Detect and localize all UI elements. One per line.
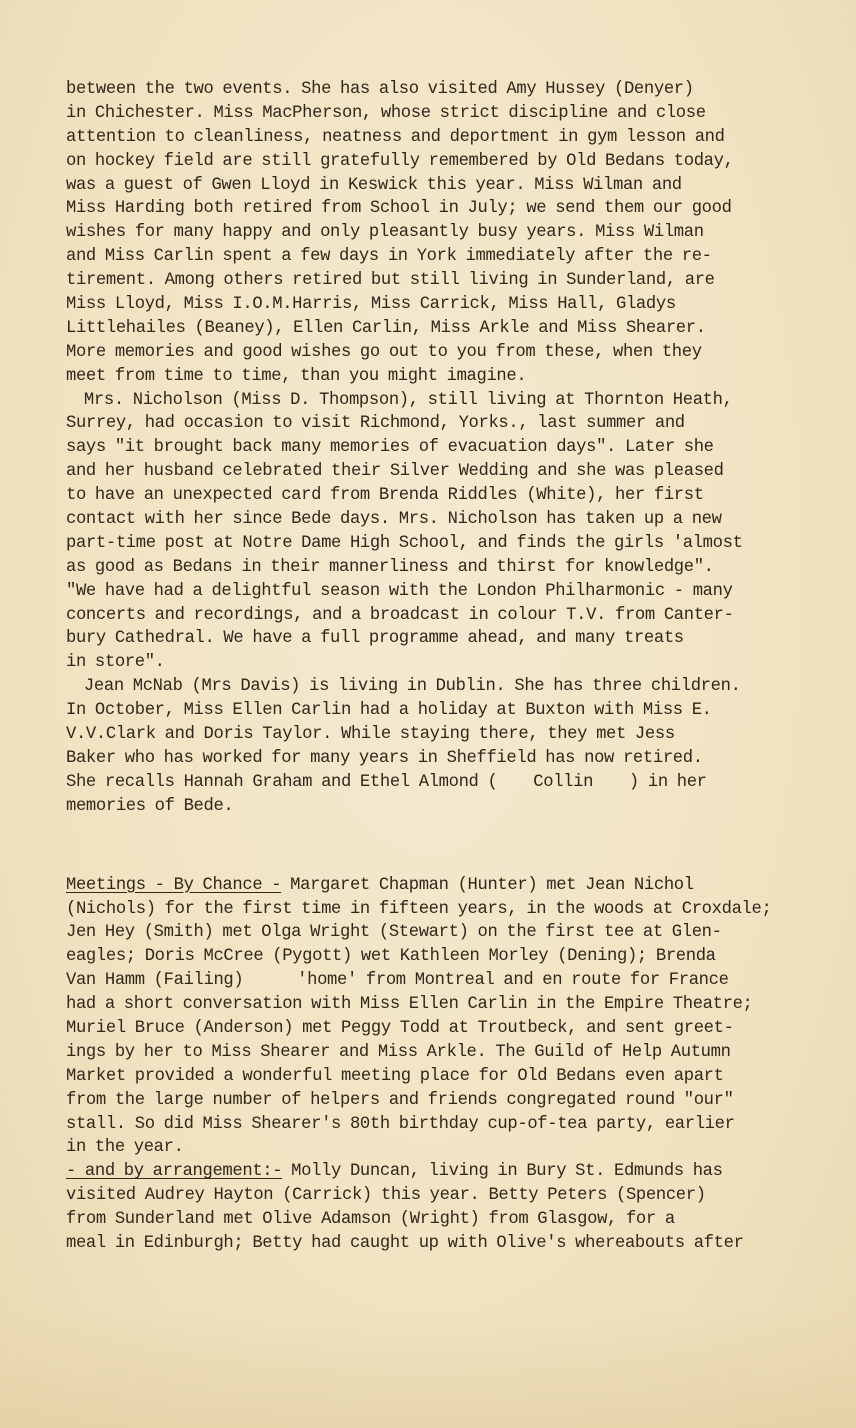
arrangement-heading: - and by arrangement:- — [66, 1162, 283, 1182]
text-line: concerts and recordings, and a broadcast in colour T.V. from Canter- — [66, 605, 734, 625]
text-line: wishes for many happy and only pleasantly busy years. Miss Wilman — [66, 223, 704, 243]
paragraph-arrangement — [66, 1184, 796, 1256]
text-line: ings by her to Miss Shearer and Miss Arkle. The Guild of Help Autumn — [66, 1042, 731, 1062]
text-line: had a short conversation with Miss Ellen Carlin in the Empire Theatre; — [66, 995, 753, 1015]
paragraph-meetings — [66, 898, 796, 1161]
text-line: V.V.Clark and Doris Taylor. While staying there, they met Jess — [66, 725, 675, 745]
meetings-first-line — [66, 874, 796, 898]
text-line: on hockey field are still gratefully remembered by Old Bedans today, — [66, 151, 734, 171]
text-line: from the large number of helpers and friends congregated round "our" — [66, 1090, 734, 1110]
text-line: "We have had a delightful season with the London Philharmonic - many — [66, 581, 733, 601]
text-line: Littlehailes (Beaney), Ellen Carlin, Miss Arkle and Miss Shearer. — [66, 318, 706, 338]
paragraph-evacuation-visits — [66, 78, 796, 389]
text-line: In October, Miss Ellen Carlin had a holiday at Buxton with Miss E. — [66, 701, 712, 721]
paragraph-mrs-nicholson — [66, 389, 796, 676]
text-line: in store". — [66, 653, 165, 673]
section-meetings-by-chance — [66, 874, 796, 1161]
arrangement-first-line — [66, 1160, 796, 1184]
text-line: says "it brought back many memories of evacuation days". Later she — [66, 438, 714, 458]
text-line: Jen Hey (Smith) met Olga Wright (Stewart) on the first tee at Glen- — [66, 923, 722, 943]
text-line: between the two events. She has also visited Amy Hussey (Denyer) — [66, 80, 694, 99]
text-line: Baker who has worked for many years in Sheffield has now retired. — [66, 748, 703, 768]
text-line: tirement. Among others retired but still living in Sunderland, are — [66, 271, 715, 291]
text-line: Miss Lloyd, Miss I.O.M.Harris, Miss Carrick, Miss Hall, Gladys — [66, 295, 676, 315]
paragraph-jean-mcnab — [66, 675, 796, 818]
text-line: attention to cleanliness, neatness and deportment in gym lesson and — [66, 127, 725, 147]
page-bottom-shading — [0, 1308, 856, 1428]
text-line: from Sunderland met Olive Adamson (Wright) from Glasgow, for a — [66, 1210, 675, 1230]
document-body — [66, 78, 796, 1256]
text-line: to have an unexpected card from Brenda Riddles (White), her first — [66, 486, 704, 506]
text-line: and her husband celebrated their Silver Wedding and she was pleased — [66, 462, 724, 482]
text-line: Jean McNab (Mrs Davis) is living in Dublin. She has three children. — [66, 677, 741, 697]
text-line: as good as Bedans in their mannerliness and thirst for knowledge". — [66, 557, 714, 577]
text-line: Muriel Bruce (Anderson) met Peggy Todd at Troutbeck, and sent greet- — [66, 1018, 734, 1038]
text-line: stall. So did Miss Shearer's 80th birthday cup-of-tea party, earlier — [66, 1114, 735, 1134]
text-line: More memories and good wishes go out to you from these, when they — [66, 342, 702, 362]
text-line: in Chichester. Miss MacPherson, whose strict discipline and close — [66, 103, 706, 123]
text-line: Van Hamm (Failing) 'home' from Montreal and en route for France — [66, 971, 729, 991]
meetings-heading: Meetings - By Chance - — [66, 875, 282, 895]
text-line: Surrey, had occasion to visit Richmond, Yorks., last summer and — [66, 414, 685, 434]
text-line: in the year. — [66, 1138, 184, 1158]
arrangement-first-line-text: Molly Duncan, living in Bury St. Edmunds has — [282, 1162, 723, 1182]
text-line: (Nichols) for the first time in fifteen years, in the woods at Croxdale; — [66, 899, 772, 919]
text-line: and Miss Carlin spent a few days in York immediately after the re- — [66, 247, 712, 267]
text-line: contact with her since Bede days. Mrs. Nicholson has taken up a new — [66, 510, 722, 530]
text-line: She recalls Hannah Graham and Ethel Almond ( Collin ) in her — [66, 772, 707, 792]
text-line: meal in Edinburgh; Betty had caught up with Olive's whereabouts after — [66, 1233, 744, 1253]
text-line: memories of Bede. — [66, 796, 234, 816]
text-line: part-time post at Notre Dame High School, and finds the girls 'almost — [66, 533, 743, 553]
text-line: bury Cathedral. We have a full programme ahead, and many treats — [66, 629, 684, 649]
text-line: Mrs. Nicholson (Miss D. Thompson), still living at Thornton Heath, — [66, 390, 733, 410]
text-line: was a guest of Gwen Lloyd in Keswick this year. Miss Wilman and — [66, 175, 682, 195]
section-by-arrangement — [66, 1160, 796, 1256]
text-line: eagles; Doris McCree (Pygott) wet Kathleen Morley (Dening); Brenda — [66, 947, 716, 967]
text-line: visited Audrey Hayton (Carrick) this year. Betty Peters (Spencer) — [66, 1186, 706, 1206]
text-line: Miss Harding both retired from School in July; we send them our good — [66, 199, 732, 219]
text-line: Market provided a wonderful meeting place for Old Bedans even apart — [66, 1066, 724, 1086]
text-line: meet from time to time, than you might imagine. — [66, 366, 527, 386]
section-gap — [66, 819, 796, 874]
meetings-first-line-text: Margaret Chapman (Hunter) met Jean Nichol — [281, 875, 694, 895]
